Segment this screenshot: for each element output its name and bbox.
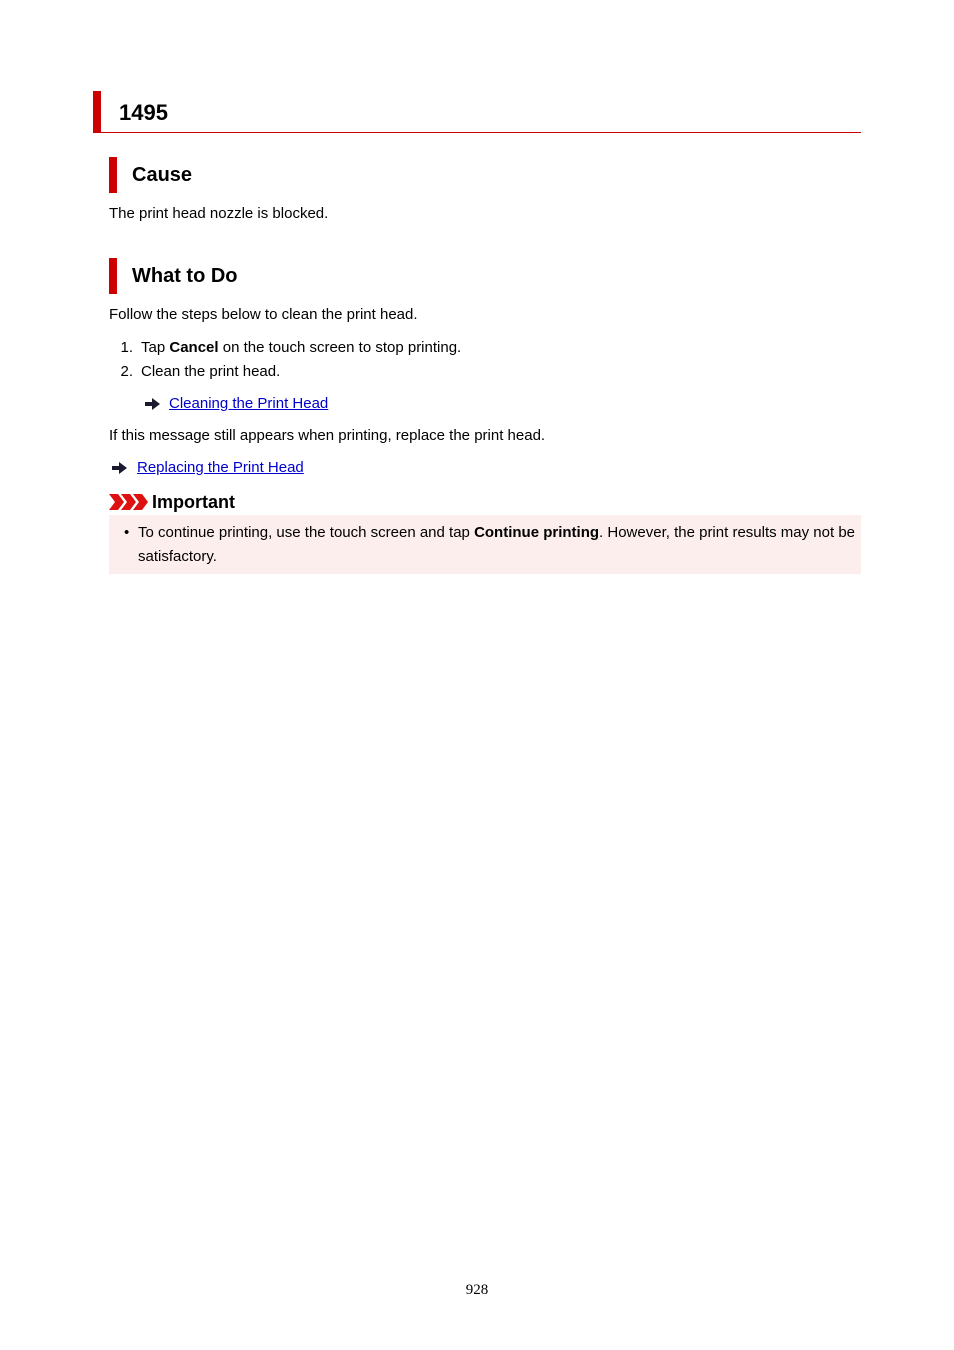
cause-accent-bar xyxy=(109,157,117,193)
title-accent-bar xyxy=(93,91,101,133)
bullet-dot: • xyxy=(124,524,130,541)
cause-heading: Cause xyxy=(132,164,193,186)
arrow-right-icon xyxy=(145,398,161,410)
cancel-term: Cancel xyxy=(169,339,219,356)
cause-text: The print head nozzle is blocked. xyxy=(109,205,329,222)
page-title-block xyxy=(93,91,861,133)
what-to-do-heading: What to Do xyxy=(132,265,238,287)
page-number: 928 xyxy=(465,1282,489,1298)
replacing-print-head-link[interactable]: Replacing the Print Head xyxy=(137,459,304,476)
step-2-text: Clean the print head. xyxy=(141,363,281,380)
step-2-number: 2. xyxy=(120,363,133,380)
arrow-right-icon xyxy=(112,462,128,474)
cleaning-print-head-link[interactable]: Cleaning the Print Head xyxy=(169,395,329,412)
important-chevrons-icon xyxy=(109,493,149,511)
important-text: To continue printing, use the touch screen and tap Continue printing. However, the print results may not be satisfactory. xyxy=(138,524,855,565)
page-title: 1495 xyxy=(119,100,168,125)
what-to-do-intro: Follow the steps below to clean the print head. xyxy=(109,306,418,323)
what-to-do-accent-bar xyxy=(109,258,117,294)
important-heading: Important xyxy=(152,492,235,512)
continue-printing-term: Continue printing xyxy=(474,524,600,541)
step-1-number: 1. xyxy=(120,339,133,356)
step-1-text: Tap Cancel on the touch screen to stop printing. xyxy=(141,339,462,356)
followup-text: If this message still appears when printing, replace the print head. xyxy=(109,427,546,444)
important-box xyxy=(109,515,861,574)
